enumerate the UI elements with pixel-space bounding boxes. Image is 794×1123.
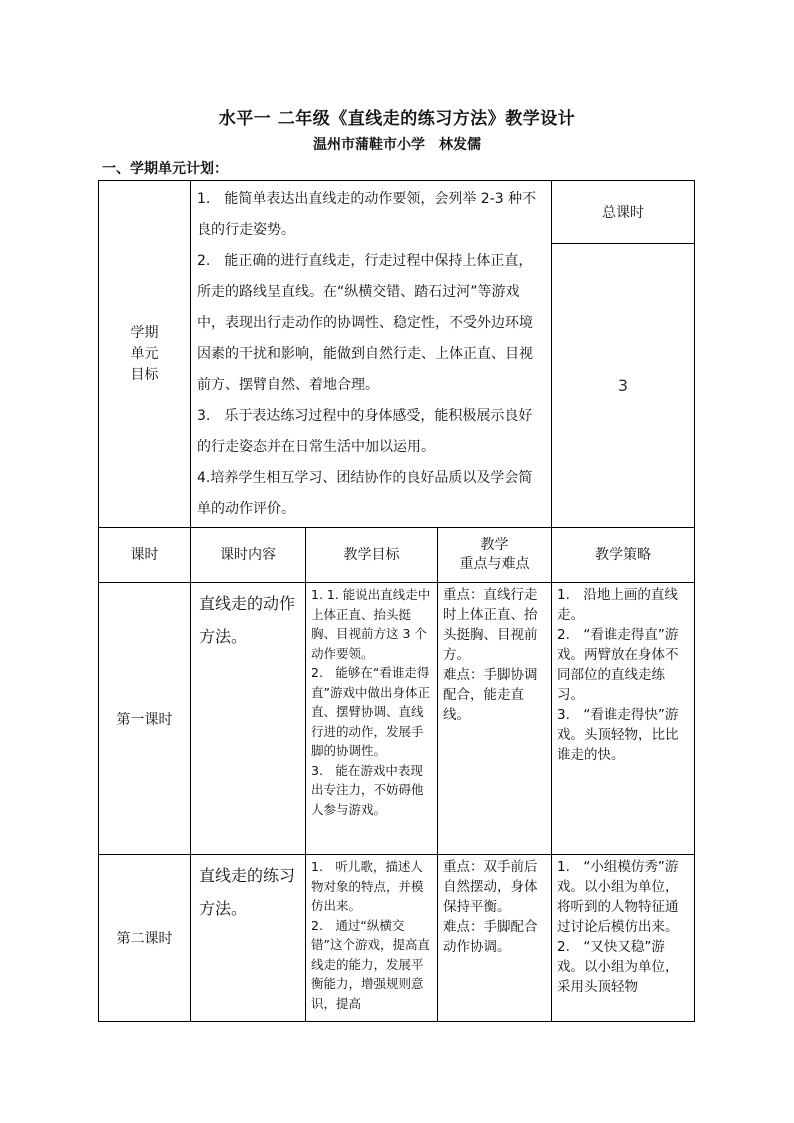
goal-item: 2. 能正确的进行直线走，行走过程中保持上体正直，所走的路线呈直线。在“纵横交错、踏石过河”等游戏中，表现出行走动作的协调性、稳定性，不受外边环境因素的干扰和影响，能做到自然行走、上体正直、目视前方、摆臂自然、着地合理。 [197, 253, 533, 393]
plan-table [98, 180, 695, 1022]
lesson-objective-text: 1. 听儿歌，描述人物对象的特点，并模仿出来。 2. 通过“纵横交错”这个游戏，提高直线走的能力，发展平衡能力，增强规则意识，提高 [311, 859, 430, 1011]
lesson-objective [306, 855, 438, 1022]
goals-label: 学期 单元 目标 [130, 324, 159, 383]
section-heading: 一、学期单元计划： [102, 161, 228, 177]
goal-item: 1. 能简单表达出直线走的动作要领，会列举 2-3 种不良的行走姿势。 [197, 191, 537, 238]
lesson-objective [306, 583, 438, 855]
header-lesson: 课时 [99, 528, 191, 583]
goal-item: 4.培养学生相互学习、团结协作的良好品质以及学会简单的动作评价。 [197, 470, 533, 517]
lesson-key-points [438, 855, 552, 1022]
lesson-strategy-text: 1. 沿地上画的直线走。 2. “看谁走得直”游戏。两臂放在身体不同部位的直线走练习。 3. “看谁走得快”游戏。头顶轻物，比比谁走的快。 [557, 587, 679, 763]
lesson-strategy-text: 1. “小组模仿秀”游戏。以小组为单位，将听到的人物特征通过讨论后模仿出来。 2. “又快又稳”游戏。以小组为单位，采用头顶轻物 [557, 859, 679, 995]
lesson-content: 直线走的练习方法。 [191, 855, 306, 1022]
goals-label-cell [99, 181, 191, 528]
header-key-points [438, 528, 552, 583]
header-content: 课时内容 [191, 528, 306, 583]
lesson-name: 第一课时 [99, 583, 191, 855]
header-objective: 教学目标 [306, 528, 438, 583]
lesson-objective-text: 1. 1. 能说出直线走中上体正直、抬头挺胸、目视前方这 3 个动作要领。 2. 能够在“看谁走得直”游戏中做出身体正直、摆臂协调、直线行进的动作，发展手脚的协调性。 3. 能在游戏中表现出专注力，不妨碍他人参与游戏。 [311, 587, 431, 817]
lesson-key-points-text: 重点：直线行走时上体正直、抬头挺胸、目视前方。 难点：手脚协调配合，能走直线。 [443, 587, 538, 723]
total-hours-value: 3 [552, 244, 695, 528]
lesson-name: 第二课时 [99, 855, 191, 1022]
document-title: 水平一 二年级《直线走的练习方法》教学设计 [218, 109, 576, 129]
lesson-strategy [552, 855, 695, 1022]
lesson-content: 直线走的动作方法。 [191, 583, 306, 855]
header-strategy: 教学策略 [552, 528, 695, 583]
goal-item: 3. 乐于表达练习过程中的身体感受，能积极展示良好的行走姿态并在日常生活中加以运用。 [197, 408, 533, 455]
goals-cell [191, 181, 552, 528]
lesson-key-points-text: 重点：双手前后自然摆动，身体保持平衡。 难点：手脚配合动作协调。 [443, 859, 538, 955]
lesson-key-points [438, 583, 552, 855]
header-key-points-label: 教学 重点与难点 [459, 537, 530, 572]
total-hours-label: 总课时 [552, 181, 695, 244]
table-row [99, 855, 695, 1022]
lesson-strategy [552, 583, 695, 855]
table-row [99, 583, 695, 855]
author-line: 温州市蒲鞋市小学 林发儒 [313, 137, 481, 153]
